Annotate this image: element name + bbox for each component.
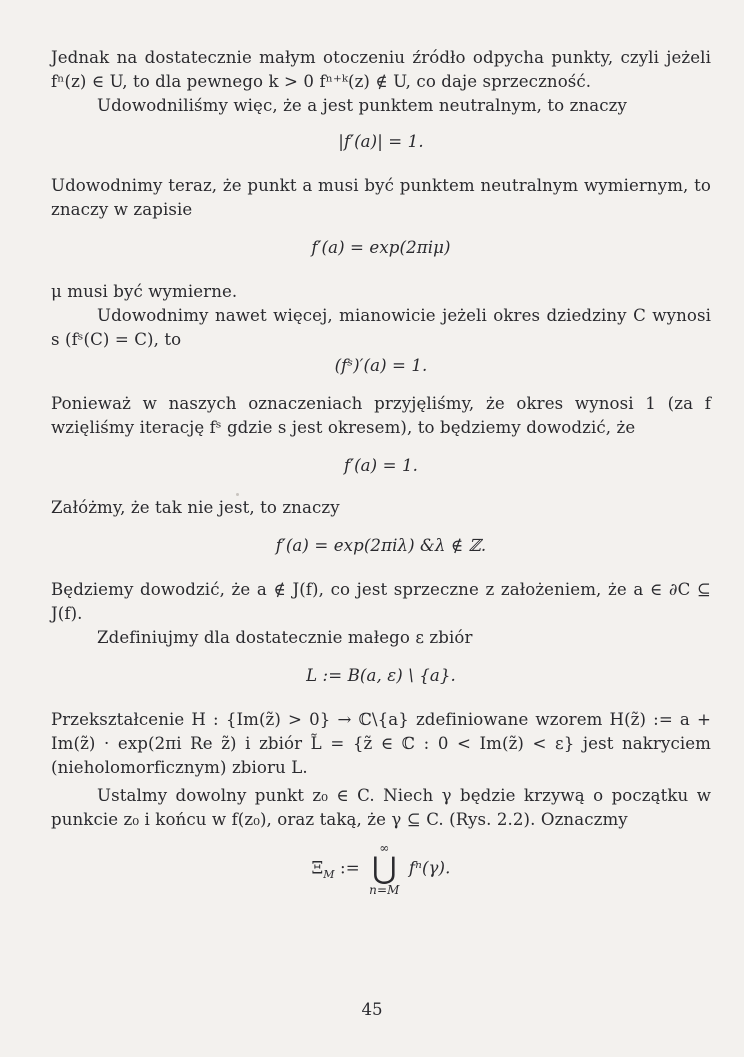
xi-subscript: M: [323, 867, 335, 881]
paragraph-8: Będziemy dowodzić, że a ∉ J(f), co jest sprzeczne z założeniem, że a ∈ ∂C ⊆ J(f).: [51, 580, 711, 623]
union-symbol: ⋃: [371, 851, 397, 886]
union-upper-limit: ∞: [379, 841, 390, 855]
equation-7: [51, 842, 711, 896]
xi-symbol: Ξ: [311, 858, 324, 878]
paragraph-1: Jednak na dostatecznie małym otoczeniu źródło odpycha punkty, czyli jeżeli fⁿ(z) ∈ U, to dla pewnego k > 0 fⁿ⁺ᵏ(z) ∉ U, co daje sprzeczność.: [51, 48, 711, 91]
paragraph-11: Ustalmy dowolny punkt z₀ ∈ C. Niech γ będzie krzywą o początku w punkcie z₀ i końcu w f(z₀), oraz taką, że γ ⊆ C. (Rys. 2.2). Oznaczmy: [51, 786, 711, 829]
paragraph-3: Udowodnimy teraz, że punkt a musi być punktem neutralnym wymiernym, to znaczy w zapisie: [51, 176, 711, 219]
paragraph-5: Udowodnimy nawet więcej, mianowicie jeżeli okres dziedziny C wynosi s (fˢ(C) = C), to: [51, 306, 711, 349]
paragraph-10: Przekształcenie H : {Im(z̃) > 0} → ℂ\{a} zdefiniowane wzorem H(z̃) := a + Im(z̃) · exp(2πi Re z̃) i zbiór L̃ = {z̃ ∈ ℂ : 0 < Im(z̃) < ε} jest nakryciem (nieholomorficznym) zbioru L.: [51, 710, 711, 777]
paragraph-9: Zdefiniujmy dla dostatecznie małego ε zbiór: [97, 628, 473, 647]
equation-5: f′(a) = exp(2πiλ) &λ ∉ ℤ.: [275, 536, 487, 555]
paragraph-7: Załóżmy, że tak nie jest, to znaczy: [51, 498, 340, 517]
paragraph-6: Ponieważ w naszych oznaczeniach przyjęliśmy, że okres wynosi 1 (za f wzięliśmy iterację fˢ gdzie s jest okresem), to będziemy dowodzić, że: [51, 394, 711, 437]
equation-6: L := B(a, ε) \ {a}.: [306, 666, 456, 685]
equation-1: |f′(a)| = 1.: [338, 132, 424, 151]
union-lower-limit: n=M: [369, 883, 400, 897]
paragraph-4: μ musi być wymierne.: [51, 282, 238, 301]
equation-4: f′(a) = 1.: [343, 456, 419, 475]
assign-operator: :=: [340, 858, 360, 878]
big-union: [369, 842, 399, 896]
union-argument: fⁿ(γ).: [408, 858, 451, 878]
equation-2: f′(a) = exp(2πiμ): [311, 238, 451, 257]
equation-3: (fˢ)′(a) = 1.: [334, 356, 428, 375]
text-body: [51, 46, 711, 896]
paragraph-2: Udowodniliśmy więc, że a jest punktem neutralnym, to znaczy: [97, 96, 627, 115]
scan-speck: [236, 493, 239, 496]
page-number: 45: [361, 1000, 383, 1019]
